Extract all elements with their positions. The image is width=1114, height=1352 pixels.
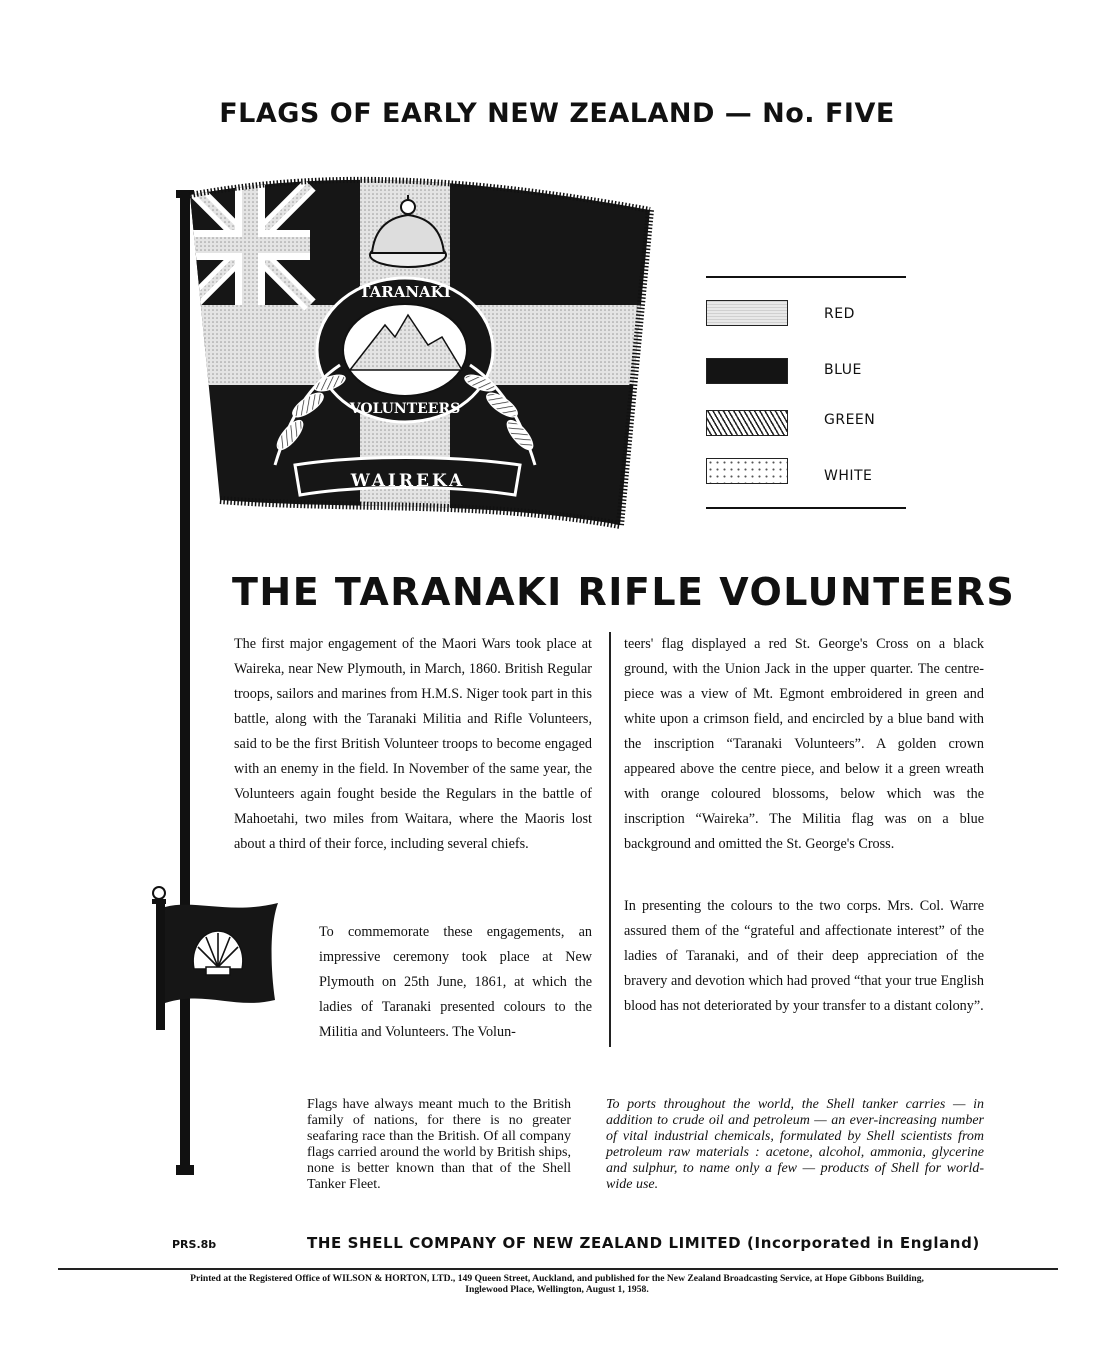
color-legend: [706, 270, 906, 515]
imprint-line-1: Printed at the Registered Office of WILSON & HORTON, LTD., 149 Queen Street, Auckland, and published for the New Zealand Broadcasting Service, at Hope Gibbons Building,: [190, 1273, 924, 1284]
printer-imprint: [40, 1273, 1074, 1295]
legend-label-green: GREEN: [824, 412, 876, 428]
shell-logo-flag-icon: [150, 885, 280, 1030]
flag-band-top: TARANAKI: [359, 283, 451, 301]
swatch-red: [706, 300, 788, 326]
footer-rule: [58, 1268, 1058, 1270]
flag-illustration-icon: [180, 165, 660, 545]
article-heading: THE TARANAKI RIFLE VOLUNTEERS: [232, 570, 1016, 614]
legend-rule-top: [706, 276, 906, 278]
swatch-green: [706, 410, 788, 436]
article-right-paragraph-2: In presenting the colours to the two corps. Mrs. Col. Warre assured them of the “grateful and affectionate interest” of the ladies of Taranaki, and of their deep appreciation of the bravery and devotion which had proved “that your true English blood has not deteriorated by your transfer to a distant colony”.: [624, 898, 984, 1014]
reference-code: PRS.8b: [172, 1238, 217, 1251]
legend-rule-bottom: [706, 507, 906, 509]
swatch-white: [706, 458, 788, 484]
article-right-paragraph-1: teers' flag displayed a red St. George's Cross on a black ground, with the Union Jack in the upper quarter. The centre-piece was a view of Mt. Egmont embroidered in green and white upon a crimson field, and encircled by a blue band with the inscription “Taranaki Volunteers”. A golden crown appeared above the centre piece, and below it a green wreath with orange coloured blossoms, below which was the inscription “Waireka”. The Militia flag was on a blue background and omitted the St. George's Cross.: [624, 636, 984, 852]
article-left-paragraph-1: The first major engagement of the Maori Wars took place at Waireka, near New Plymouth, in March, 1860. British Regular troops, sailors and marines from H.M.S. Niger took part in this battle, along with the Taranaki Militia and Rifle Volunteers, said to be the first British Volunteer troops to become engaged with an enemy in the field. In November of the same year, the Volunteers again fought beside the Regulars in the battle of Mahoetahi, two miles from Waitara, where the Maoris lost about a third of their force, including several chiefs.: [234, 636, 592, 852]
flag-band-bottom: VOLUNTEERS: [349, 401, 461, 417]
footer-left-text: Flags have always meant much to the British family of nations, for there is no greater seafaring race than the British. Of all company flags carried around the world by British ships, none is better known than that of the Shell Tanker Fleet.: [307, 1097, 571, 1192]
footer-right-text: To ports throughout the world, the Shell tanker carries — in addition to crude oil and petroleum — an ever-increasing number of vital industrial chemicals, formulated by Shell scientists from petroleum raw materials : acetone, alcohol, ammonia, glycerine and sulphur, to name only a few — products of Shell for world-wide use.: [606, 1097, 984, 1192]
legend-label-red: RED: [824, 306, 855, 322]
company-name: THE SHELL COMPANY OF NEW ZEALAND LIMITED (Incorporated in England): [307, 1234, 980, 1252]
legend-label-blue: BLUE: [824, 362, 862, 378]
swatch-blue: [706, 358, 788, 384]
flag-scroll-text: WAIREKA: [350, 471, 466, 491]
page-title: FLAGS OF EARLY NEW ZEALAND — No. FIVE: [219, 98, 895, 129]
article-left-paragraph-2: To commemorate these engagements, an impressive ceremony took place at New Plymouth on 25th June, 1861, at which the ladies of Taranaki presented colours to the Militia and Volunteers. The Volun-: [319, 924, 592, 1040]
imprint-line-2: Inglewood Place, Wellington, August 1, 1958.: [465, 1284, 649, 1295]
column-divider: [609, 632, 611, 1047]
legend-label-white: WHITE: [824, 468, 873, 484]
